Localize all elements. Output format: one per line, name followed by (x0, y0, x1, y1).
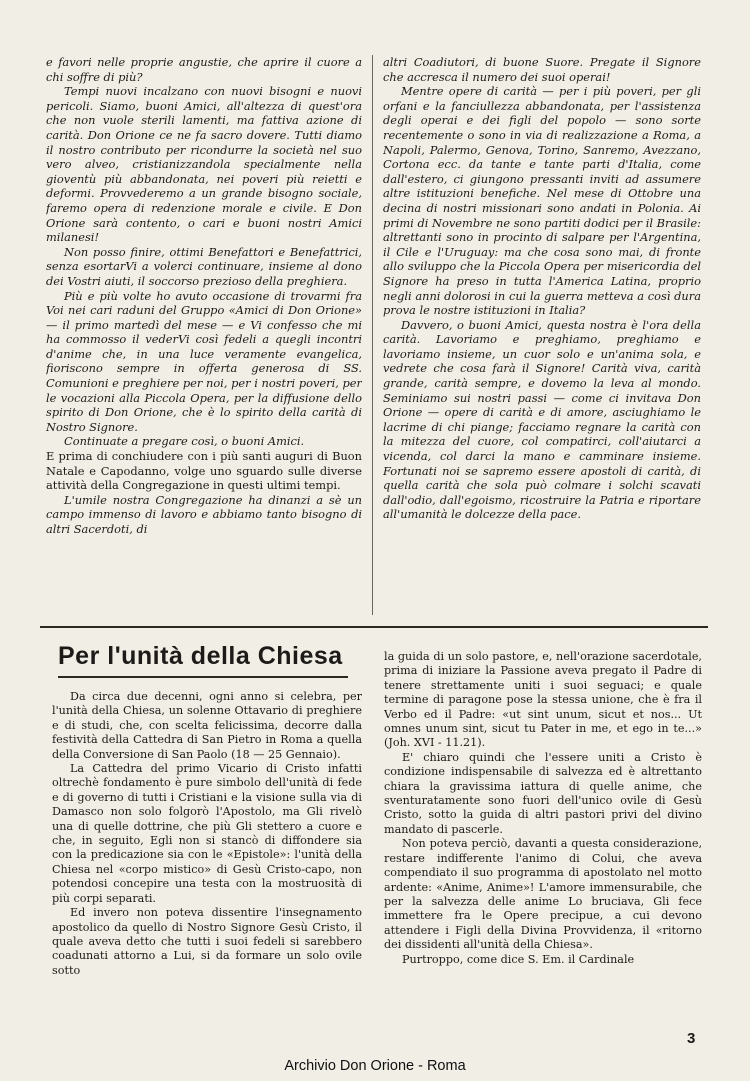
archive-footer: Archivio Don Orione - Roma (284, 1058, 466, 1074)
column-divider (372, 55, 373, 615)
paragraph: Non poteva perciò, davanti a questa considerazione, restare indifferente l'animo di Colui, che aveva compendiato il suo programma di apostolato nel motto ardente: «Anime, Anime»! L'amore immensurabile, che per la salvezza delle anime Lo bruciava, Gli fece immettere fra le Opere precipue, a cui devono attendere i Figli della Divina Provvidenza, il «ritorno dei dissidenti all'unità della Chiesa». (384, 837, 702, 952)
paragraph: Davvero, o buoni Amici, questa nostra è l'ora della carità. Lavoriamo e preghiamo, preghiamo e lavoriamo insieme, un cuor solo e un'anima sola, e vedrete che cosa farà il Signore! Carità viva, carità grande, carità sempre, e dovemo la leva al mondo. Seminiamo sui nostri passi — come ci invitava Don Orione — opere di carità e di amore, asciughiamo le lacrime di chi piange; facciamo regnare la carità con la mitezza del cuore, col compatirci, coll'aiutarci a vicenda, col darci la mano e camminare insieme. Fortunati noi se sapremo essere apostoli di carità, di quella carità che sola può colmare i solchi scavati dall'odio, dall'egoismo, ricostruire la Patria e riportare all'umanità le dolcezze della pace. (383, 317, 701, 522)
paragraph: Mentre opere di carità — per i più poveri, per gli orfani e la fanciullezza abbandonata, per l'assistenza degli operai e dei figli del popolo — sono sorte recentemente o sono in via di realizzazione a Roma, a Napoli, Palermo, Genova, Torino, Sanremo, Avezzano, Cortona ecc. da tante e tante parti d'Italia, come dall'estero, ci giungono pressanti inviti ad assumere altre istituzioni benefiche. Nel mese di Ottobre una decina di nostri missionari sono andati in Polonia. Ai primi di Novembre ne sono partiti dodici per il Brasile: altrettanti sono in procinto di salpare per l'Argentina, il Cile e l'Uruguay: ma che cosa sono mai, di fronte allo sviluppo che la Piccola Opera per misericordia del Signore ha preso in tutta l'America Latina, proprio negli anni dolorosi in cui la guerra metteva a così dura prova le nostre istituzioni in Italia? (383, 84, 701, 318)
top-right-column (383, 55, 701, 615)
paragraph: E' chiaro quindi che l'essere uniti a Cristo è condizione indispensabile di salvezza ed è altrettanto chiara la gravissima iattura di quelle anime, che sventuratamente sono fuori dell'unico ovile di Gesù Cristo, sotto la guida di altri pastori privi del divino mandato di pascerle. (384, 750, 702, 836)
article-right-column (384, 650, 702, 1030)
paragraph: e favori nelle proprie angustie, che aprire il cuore a chi soffre di più? (46, 55, 362, 84)
paragraph: altri Coadiutori, di buone Suore. Pregate il Signore che accresca il numero dei suoi operai! (383, 55, 701, 84)
paragraph: L'umile nostra Congregazione ha dinanzi a sè un campo immenso di lavoro e abbiamo tanto bisogno di altri Sacerdoti, di (46, 492, 362, 536)
page-number: 3 (687, 1030, 696, 1047)
title-underline (58, 676, 348, 678)
paragraph: Da circa due decenni, ogni anno si celebra, per l'unità della Chiesa, un solenne Ottavario di preghiere e di studi, che, con scelta felicissima, decorre dalla festività della Cattedra di San Pietro in Roma a quella della Conversione di San Paolo (18 — 25 Gennaio). (52, 690, 362, 761)
paragraph: la guida di un solo pastore, e, nell'orazione sacerdotale, prima di iniziare la Passione aveva pregato il Padre di tenere strettamente uniti i suoi seguaci; e quale termine di paragone pose la stessa unione, che è fra il Verbo ed il Padre: «ut sint unum, sicut et nos... Ut omnes unum sint, sicut tu Pater in me, et ego in te...» (Joh. XVI - 11.21). (384, 650, 702, 750)
paragraph: Purtroppo, come dice S. Em. il Cardinale (402, 952, 635, 966)
top-left-column (46, 55, 362, 615)
paragraph: Più e più volte ho avuto occasione di trovarmi fra Voi nei cari raduni del Gruppo «Amici di Don Orione» — il primo martedì del mese — e Vi confesso che mi ha commosso il vederVi così fedeli a quegli incontri d'anime che, in una luce veramente evangelica, fioriscono sempre in offerta generosa di SS. Comunioni e preghiere per noi, per i nostri poveri, per le vocazioni alla Piccola Opera, per la diffusione dello spirito di Don Orione, che è lo spirito della carità di Nostro Signore. (46, 288, 362, 434)
section-divider (40, 626, 708, 628)
paragraph: Ed invero non poteva dissentire l'insegnamento apostolico da quello di Nostro Signore Gesù Cristo, il quale aveva detto che tutti i suoi fedeli si sarebbero coadunati attorno a Lui, si da formare un solo ovile sotto (52, 906, 362, 977)
paragraph: Non posso finire, ottimi Benefattori e Benefattrici, senza esortarVi a volerci continuare, insieme al dono dei Vostri aiuti, il soccorso prezioso della preghiera. (46, 244, 362, 288)
article-left-column (52, 690, 362, 1030)
paragraph: E prima di conchiudere con i più santi auguri di Buon Natale e Capodanno, volge uno sguardo sulle diverse attività della Congregazione in questi ultimi tempi. (46, 449, 362, 493)
paragraph: La Cattedra del primo Vicario di Cristo infatti oltrechè fondamento è pure simbolo dell'unità di fede e di governo di tutti i Cristiani e la visione sulla via di Damasco non solo folgorò l'Apostolo, ma Gli rivelò una di quelle dottrine, che più Gli stettero a cuore e che, in seguito, Egli non si stancò di diffondere sia con la predicazione sia con le «Epistole»: l'unità della Chiesa nel «corpo mistico» di Gesù Cristo-capo, non potendosi concepire una testa con la mostruosità di più corpi separati. (52, 762, 362, 905)
paragraph: Continuate a pregare così, o buoni Amici. (64, 434, 305, 449)
paragraph: Tempi nuovi incalzano con nuovi bisogni e nuovi pericoli. Siamo, buoni Amici, all'altezza di quest'ora che non vuole sterili lamenti, ma fattiva azione di carità. Don Orione ce ne fa sacro dovere. Tutti diamo il nostro contributo per ricondurre la società nel suo vero alveo, cristianizzandola specialmente nella gioventù più abbandonata, nei poveri più reietti e deformi. Provvederemo a un grande bisogno sociale, faremo opera di redenzione morale e civile. E Don Orione sarà contento, o cari e buoni nostri Amici milanesi! (46, 84, 362, 245)
article-title: Per l'unità della Chiesa (58, 642, 343, 670)
